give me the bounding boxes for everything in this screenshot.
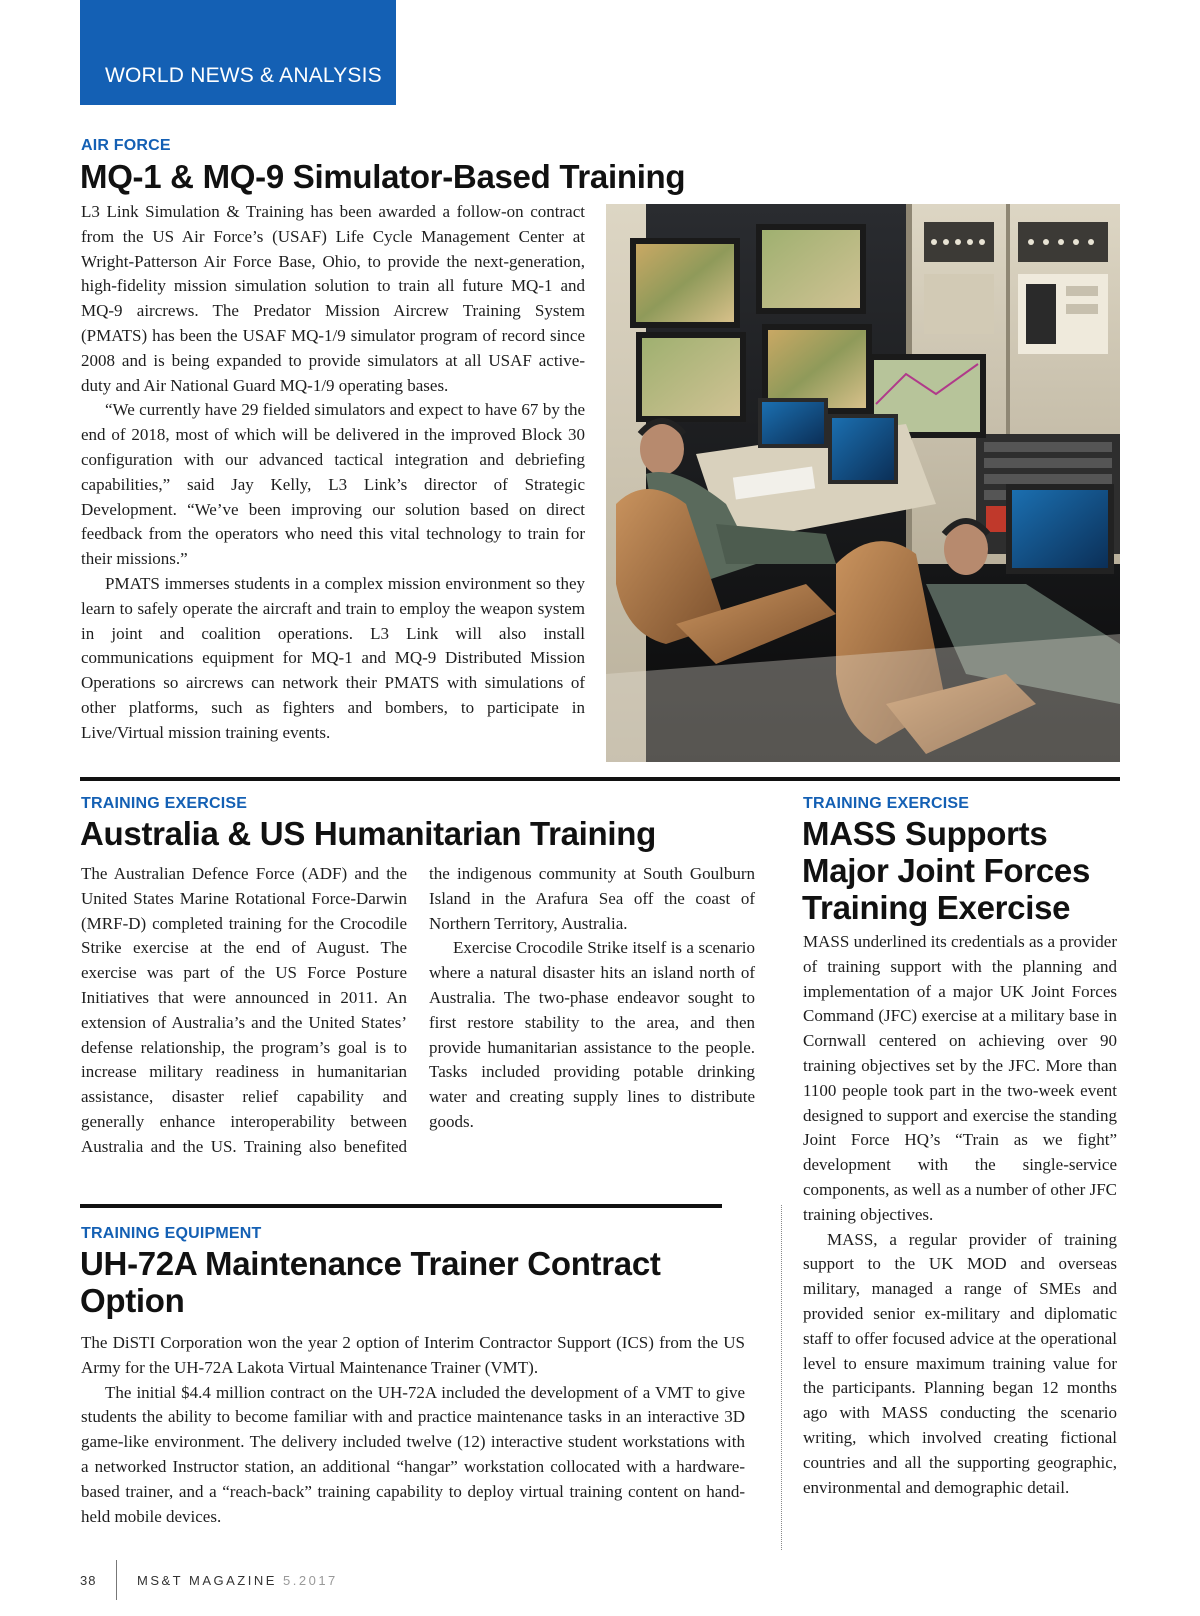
article3-body <box>81 1331 745 1551</box>
article3-paragraph: The initial $4.4 million contract on the UH-72A included the development of a VMT to give students the ability to become familiar with and practice maintenance tasks in an interactive 3D game-like environment. The delivery included twelve (12) interactive student workstations with a networked Instructor station, an additional “hangar” workstation collocated with a hardware-based trainer, and a “reach-back” training capability to deploy virtual training content on hand-held mobile devices. <box>81 1382 745 1526</box>
article1-paragraph: L3 Link Simulation & Training has been awarded a follow-on contract from the US Air Force’s (USAF) Life Cycle Management Center at Wright-Patterson Air Force Base, Ohio, to provide the next-generation, high-fidelity mission simulation solution to train all future MQ-1 and MQ-9 aircrews. The Predator Mission Aircrew Training System (PMATS) has been the USAF MQ-1/9 simulator program of record since 2008 and is being expanded to provide simulators at all USAF active-duty and Air National Guard MQ-1/9 operating bases. <box>81 202 585 395</box>
article1-body <box>81 200 585 770</box>
article3-paragraph: The DiSTI Corporation won the year 2 option of Interim Contractor Support (ICS) from the US Army for the UH-72A Lakota Virtual Maintenance Trainer (VMT). <box>81 1333 745 1377</box>
simulator-illustration <box>606 204 1120 762</box>
article3-headline: UH-72A Maintenance Trainer Contract Option <box>80 1245 661 1319</box>
section-label: WORLD NEWS & ANALYSIS <box>105 64 382 87</box>
article4-kicker: TRAINING EXERCISE <box>803 795 970 812</box>
article4-body <box>803 930 1117 1560</box>
section-rule <box>80 777 1120 781</box>
section-rule <box>80 1204 722 1208</box>
article4-paragraph: MASS, a regular provider of training support to the UK MOD and overseas military, managed a range of SMEs and provided senior ex-military and diplomatic staff to offer focused advice at the operational level to ensure maximum training value for the participants. Planning began 12 months ago with MASS conducting the scenario writing, which involved creating fictional countries and all the supporting geographic, environmental and demographic detail. <box>803 1229 1117 1497</box>
article1-kicker: AIR FORCE <box>81 137 171 154</box>
article2-paragraph: The Australian Defence Force (ADF) and the United States Marine Rotational Force-Darwin (MRF-D) completed training for the Crocodile Strike exercise at the end of August. The exercise was part of the US Force Posture Initiatives that were announced in 2011. An extension of Australia’s and the United States’ defense relationship, the program’s goal is to increase military readiness in humanitarian assistance, disaster relief capability and generally enhance interoperability between Australia and the US. Training also benefited the indigenous community at South Goulburn Island in the Arafura Sea off the coast of Northern Territory, Australia. <box>81 864 755 1156</box>
article2-headline: Australia & US Humanitarian Training <box>80 815 656 852</box>
article1-paragraph: PMATS immerses students in a complex mission environment so they learn to safely operate the aircraft and train to employ the weapon system in joint and coalition operations. L3 Link will also install communications equipment for MQ-1 and MQ-9 Distributed Mission Operations so aircrews can network their PMATS with simulations of other platforms, such as fighters and bombers, to participate in Live/Virtual mission training events. <box>81 573 585 742</box>
article2-paragraph: Exercise Crocodile Strike itself is a scenario where a natural disaster hits an island north of Australia. The two-phase endeavor sought to first restore stability to the area, and then provide humanitarian assistance to the people. Tasks included providing potable drinking water and creating supply lines to distribute goods. <box>429 938 755 1131</box>
article3-kicker: TRAINING EQUIPMENT <box>81 1225 262 1242</box>
article4-headline: MASS Supports Major Joint Forces Training Exercise <box>802 815 1090 926</box>
article2-kicker: TRAINING EXERCISE <box>81 795 248 812</box>
simulator-photo <box>606 204 1120 762</box>
page-number: 38 <box>80 1573 97 1588</box>
article4-paragraph: MASS underlined its credentials as a provider of training support with the planning and implementation of a major UK Joint Forces Command (JFC) exercise at a military base in Cornwall centered on achieving over 90 training objectives set by the JFC. More than 1100 people took part in the two-week event designed to support and exercise the standing Joint Force HQ’s “Train as we fight” development with the single-service components, as well as a number of other JFC training objectives. <box>803 932 1117 1224</box>
article2-body <box>81 862 755 1198</box>
article1-paragraph: “We currently have 29 fielded simulators and expect to have 67 by the end of 2018, most of which will be delivered in the improved Block 30 configuration with our advanced tactical integration and debriefing capabilities,” said Jay Kelly, L3 Link’s director of Strategic Development. “We’ve been improving our solution based on direct feedback from the operators who need this vital technology to train for their missions.” <box>81 400 585 569</box>
publication-name: MS&T MAGAZINE <box>137 1573 277 1588</box>
footer-publication <box>137 1573 338 1588</box>
footer-divider <box>116 1560 117 1600</box>
article1-headline: MQ-1 & MQ-9 Simulator-Based Training <box>80 158 686 195</box>
section-tab <box>80 0 396 105</box>
column-divider <box>781 1205 782 1550</box>
issue-date: 5.2017 <box>283 1573 338 1588</box>
